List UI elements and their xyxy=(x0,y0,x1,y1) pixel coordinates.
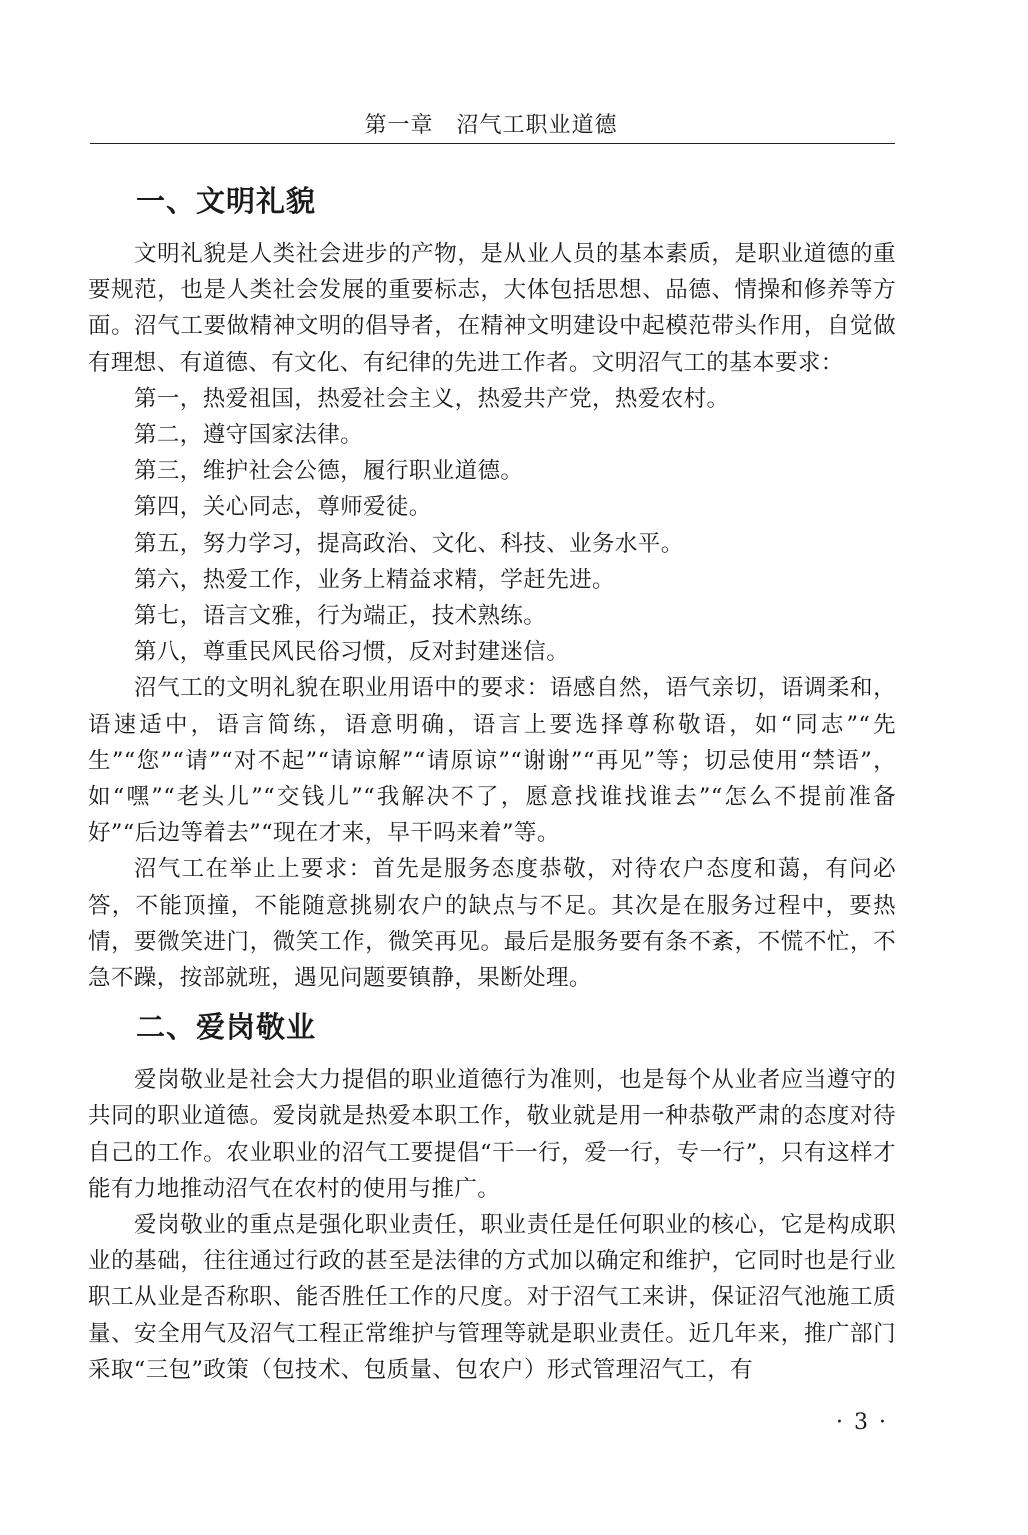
requirement-item: 第七，语言文雅，行为端正，技术熟练。 xyxy=(134,603,547,630)
requirement-item: 第二，遵守国家法律。 xyxy=(134,422,364,449)
requirement-item: 第五，努力学习，提高政治、文化、科技、业务水平。 xyxy=(134,530,684,557)
behavior-requirements-paragraph: 沼气工在举止上要求：首先是服务态度恭敬，对待农户态度和蔼，有问必答，不能顶撞，不能随意挑剔农户的缺点与不足。其次是在服务过程中，要热情，要微笑进门，微笑工作，微笑再见。最后是服务要有条不紊，不慌不忙，不急不躁，按部就班，遇见问题要镇静，果断处理。 xyxy=(88,856,896,992)
section-heading-civility: 一、文明礼貌 xyxy=(136,184,317,218)
header-rule xyxy=(90,143,895,144)
page-body xyxy=(88,178,896,1388)
requirement-item: 第六，热爱工作，业务上精益求精，学赶先进。 xyxy=(134,566,615,593)
requirement-item: 第四，关心同志，尊师爱徒。 xyxy=(134,494,432,521)
requirement-item: 第八，尊重民风民俗习惯，反对封建迷信。 xyxy=(134,639,570,666)
page-number: · 3 · xyxy=(836,1410,888,1435)
section1-intro-paragraph: 文明礼貌是人类社会进步的产物，是从业人员的基本素质，是职业道德的重要规范，也是人类社会发展的重要标志，大体包括思想、品德、情操和修养等方面。沼气工要做精神文明的倡导者，在精神文明建设中起模范带头作用，自觉做有理想、有道德、有文化、有纪律的先进工作者。文明沼气工的基本要求： xyxy=(88,241,896,376)
section-heading-dedication: 二、爱岗敬业 xyxy=(136,1010,317,1045)
dedication-paragraph-1: 爱岗敬业是社会大力提倡的职业道德行为准则，也是每个从业者应当遵守的共同的职业道德。爱岗就是热爱本职工作，敬业就是用一种恭敬严肃的态度对待自己的工作。农业职业的沼气工要提倡“干一行，爱一行，专一行”，只有这样才能有力地推动沼气在农村的使用与推广。 xyxy=(88,1067,896,1202)
requirement-item: 第三，维护社会公德，履行职业道德。 xyxy=(134,458,524,485)
requirement-item: 第一，热爱祖国，热爱社会主义，热爱共产党，热爱农村。 xyxy=(134,385,730,412)
language-requirements-paragraph: 沼气工的文明礼貌在职业用语中的要求：语感自然，语气亲切，语调柔和，语速适中，语言简练，语意明确，语言上要选择尊称敬语，如“同志”“先生”“您”“请”“对不起”“请谅解”“请原谅”“谢谢”“再见”等；切忌使用“禁语”，如“嘿”“老头儿”“交钱儿”“我解决不了，愿意找谁找谁去”“怎么不提前准备好”“后边等着去”“现在才来，早干吗来着”等。 xyxy=(88,675,896,847)
running-head: 第一章 沼气工职业道德 xyxy=(364,113,618,138)
dedication-paragraph-2: 爱岗敬业的重点是强化职业责任，职业责任是任何职业的核心，它是构成职业的基础，往往通过行政的甚至是法律的方式加以确定和维护，它同时也是行业职工从业是否称职、能否胜任工作的尺度。对于沼气工来讲，保证沼气池施工质量、安全用气及沼气工程正常维护与管理等就是职业责任。近几年来，推广部门采取“三包”政策（包技术、包质量、包农户）形式管理沼气工，有 xyxy=(88,1212,896,1383)
